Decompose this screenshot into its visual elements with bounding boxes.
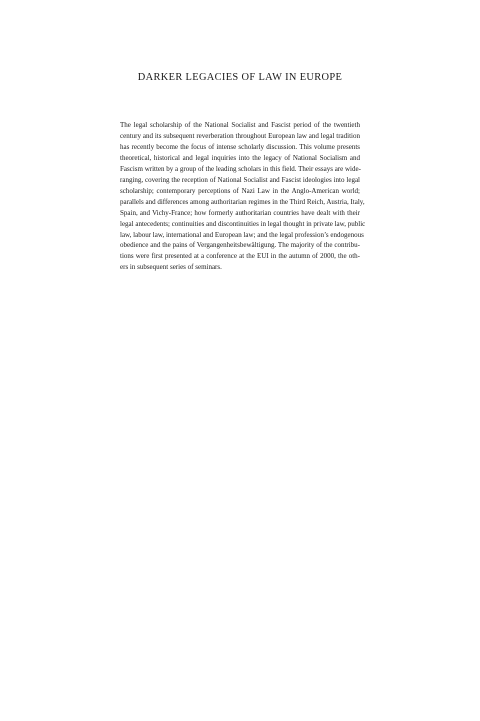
paragraph-line: ers in subsequent series of seminars. — [120, 263, 222, 272]
paragraph-line: The legal scholarship of the National Socialist and Fascist period of the twentieth — [120, 121, 360, 129]
paragraph-line: ranging, covering the reception of National Socialist and Fascist ideologies into legal — [120, 175, 360, 184]
paragraph-line: century and its subsequent reverberation throughout European law and legal tradition — [120, 131, 360, 140]
paragraph-line: legal antecedents; continuities and discontinuities in legal thought in private law, public — [120, 219, 366, 228]
paragraph-line: obedience and the pains of Vergangenheitsbewältigung. The majority of the contribu- — [120, 241, 360, 250]
paragraph-line: Spain, and Vichy-France; how formerly authoritarian countries have dealt with their — [120, 208, 360, 217]
paragraph-line: tions were first presented at a conference at the EUI in the autumn of 2000, the oth- — [120, 252, 360, 261]
paragraph-line: parallels and differences among authoritarian regimes in the Third Reich, Austria, Italy, — [120, 197, 365, 206]
paragraph-line: has recently become the focus of intense scholarly discussion. This volume presents — [120, 142, 360, 151]
paragraph-line: law, labour law, international and European law; and the legal profession’s endogenous — [120, 230, 364, 239]
paragraph-line: theoretical, historical and legal inquiries into the legacy of National Socialism and — [120, 153, 360, 162]
paragraph-line: Fascism written by a group of the leading scholars in this field. Their essays are wide- — [120, 164, 361, 173]
page-title: DARKER LEGACIES OF LAW IN EUROPE — [137, 72, 343, 83]
paragraph-line: scholarship; contemporary perceptions of Nazi Law in the Anglo-American world; — [120, 186, 360, 195]
description-paragraph — [120, 120, 366, 273]
